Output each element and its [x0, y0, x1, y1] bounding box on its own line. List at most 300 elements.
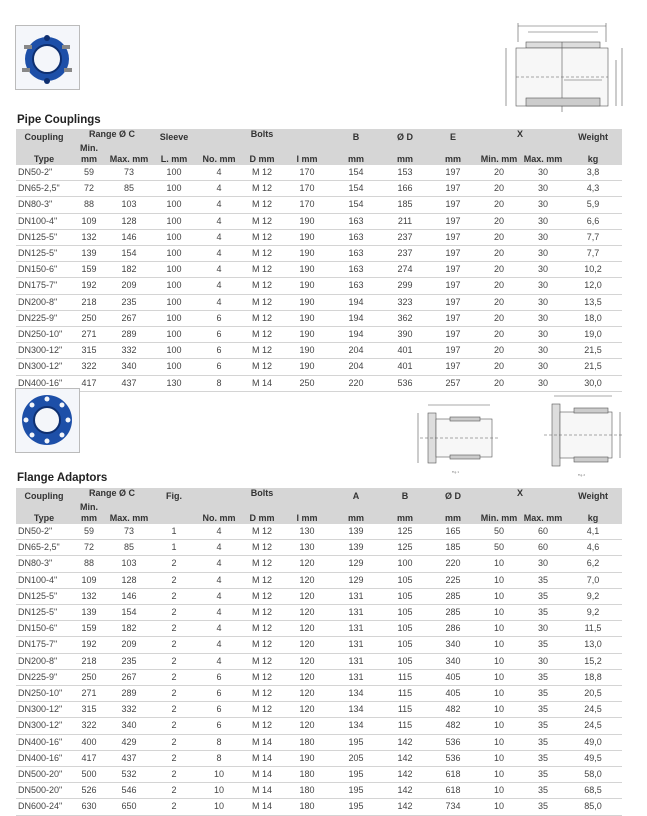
table-cell: 68,5 [564, 783, 622, 799]
table-cell: 286 [430, 621, 476, 637]
table-cell: 130 [152, 375, 196, 391]
table-cell: 10 [476, 750, 522, 766]
table-cell: 2 [152, 750, 196, 766]
table-cell: 170 [282, 165, 332, 181]
table-cell: 35 [522, 605, 564, 621]
table-cell: M 14 [242, 767, 282, 783]
table-cell: 220 [332, 375, 380, 391]
table-cell: 35 [522, 572, 564, 588]
table-row [16, 799, 622, 815]
table-cell: 10 [196, 783, 242, 799]
table-cell: 2 [152, 572, 196, 588]
table-cell: M 14 [242, 783, 282, 799]
table-cell: 4 [196, 605, 242, 621]
table-cell: 197 [430, 343, 476, 359]
table-cell: DN225-9" [16, 669, 72, 685]
table-cell: DN300-12" [16, 718, 72, 734]
table-cell: M 12 [242, 197, 282, 213]
flange-adaptors-title: Flange Adaptors [17, 472, 108, 484]
table-cell: 546 [106, 783, 152, 799]
table-cell: DN300-12" [16, 359, 72, 375]
table-cell: 129 [332, 572, 380, 588]
table-row [16, 653, 622, 669]
table-cell: DN400-16" [16, 750, 72, 766]
table-cell: 235 [106, 653, 152, 669]
table-row [16, 343, 622, 359]
table-cell: DN50-2" [16, 524, 72, 540]
table-cell: 195 [332, 783, 380, 799]
table-cell: 482 [430, 718, 476, 734]
table-cell: 332 [106, 343, 152, 359]
table-cell: 10 [476, 799, 522, 815]
table-cell: 20 [476, 327, 522, 343]
table-cell: 2 [152, 718, 196, 734]
table-cell: 100 [152, 327, 196, 343]
table-cell: 197 [430, 213, 476, 229]
table-cell: 340 [106, 718, 152, 734]
table-cell: 163 [332, 229, 380, 245]
table-cell: 35 [522, 637, 564, 653]
table-cell: 30 [522, 197, 564, 213]
table-cell: 30 [522, 278, 564, 294]
table-cell: 10,2 [564, 262, 622, 278]
col-b-unit: mm [332, 143, 380, 165]
table-cell: 18,0 [564, 310, 622, 326]
table-cell: 19,0 [564, 327, 622, 343]
table-row [16, 572, 622, 588]
table-cell: 271 [72, 686, 106, 702]
table-cell: 190 [282, 750, 332, 766]
table-cell: 197 [430, 229, 476, 245]
table-row [16, 637, 622, 653]
table-cell: 204 [332, 343, 380, 359]
table-row [16, 262, 622, 278]
table-cell: 194 [332, 327, 380, 343]
table-cell: 154 [332, 165, 380, 181]
table-cell: 401 [380, 343, 430, 359]
table-cell: DN175-7" [16, 637, 72, 653]
table-row [16, 524, 622, 540]
table-cell: 4 [196, 278, 242, 294]
table-cell: 100 [152, 197, 196, 213]
table-cell: M 12 [242, 327, 282, 343]
table-cell: M 12 [242, 524, 282, 540]
table-cell: DN500-20" [16, 783, 72, 799]
table-cell: 197 [430, 165, 476, 181]
table-cell: 180 [282, 767, 332, 783]
table-cell: 85 [106, 540, 152, 556]
table-cell: 5,9 [564, 197, 622, 213]
pipe-couplings-title: Pipe Couplings [17, 114, 101, 126]
table-cell: 225 [430, 572, 476, 588]
table-cell: M 12 [242, 572, 282, 588]
table-cell: 194 [332, 310, 380, 326]
table-row [16, 767, 622, 783]
table-cell: 10 [196, 799, 242, 815]
table-cell: 204 [332, 359, 380, 375]
table-cell: 4 [196, 229, 242, 245]
table-row [16, 540, 622, 556]
col-weight: Weight [564, 129, 622, 143]
table-cell: DN200-8" [16, 653, 72, 669]
table-cell: 405 [430, 669, 476, 685]
table-cell: 618 [430, 783, 476, 799]
table-cell: 390 [380, 327, 430, 343]
table-row [16, 327, 622, 343]
table-cell: 205 [332, 750, 380, 766]
col-a-unit: mm [332, 502, 380, 524]
table-cell: 8 [196, 734, 242, 750]
table-cell: 182 [106, 262, 152, 278]
table-cell: 7,0 [564, 572, 622, 588]
table-cell: 30 [522, 653, 564, 669]
table-cell: 142 [380, 767, 430, 783]
table-cell: 9,2 [564, 605, 622, 621]
col-od: Ø D [380, 129, 430, 143]
table-row [16, 556, 622, 572]
table-cell: 30 [522, 294, 564, 310]
table-row [16, 181, 622, 197]
table-cell: 163 [332, 278, 380, 294]
table-cell: 100 [152, 343, 196, 359]
table-cell: 4 [196, 294, 242, 310]
table-cell: 185 [380, 197, 430, 213]
table-cell: 100 [152, 229, 196, 245]
table-cell: 163 [332, 246, 380, 262]
table-cell: 105 [380, 637, 430, 653]
table-cell: 8 [196, 375, 242, 391]
table-cell: 85,0 [564, 799, 622, 815]
table-cell: 100 [152, 359, 196, 375]
table-cell: 192 [72, 637, 106, 653]
table-row [16, 718, 622, 734]
table-cell: 165 [430, 524, 476, 540]
table-cell: 400 [72, 734, 106, 750]
table-cell: 4 [196, 181, 242, 197]
table-cell: 100 [152, 246, 196, 262]
table-cell: 299 [380, 278, 430, 294]
table-cell: DN400-16" [16, 734, 72, 750]
table-cell: 30 [522, 181, 564, 197]
col-bolts: Bolts [242, 488, 282, 502]
table-cell: 139 [72, 605, 106, 621]
table-cell: 88 [72, 197, 106, 213]
table-cell: DN225-9" [16, 310, 72, 326]
table-cell: 2 [152, 556, 196, 572]
table-cell: 35 [522, 588, 564, 604]
table-cell: 30 [522, 327, 564, 343]
table-cell: DN100-4" [16, 213, 72, 229]
table-cell: 131 [332, 653, 380, 669]
table-cell: M 12 [242, 653, 282, 669]
table-cell: 274 [380, 262, 430, 278]
table-cell: 211 [380, 213, 430, 229]
col-sleeve-l: L. mm [152, 143, 196, 165]
table-cell: 154 [106, 246, 152, 262]
table-cell: 2 [152, 702, 196, 718]
table-cell: 536 [380, 375, 430, 391]
table-row [16, 310, 622, 326]
table-cell: 72 [72, 540, 106, 556]
table-cell: 482 [430, 702, 476, 718]
table-cell: DN150-6" [16, 262, 72, 278]
table-cell: 10 [476, 556, 522, 572]
table-cell: 120 [282, 702, 332, 718]
table-row [16, 783, 622, 799]
table-cell: 190 [282, 278, 332, 294]
table-cell: 131 [332, 621, 380, 637]
table-cell: 4 [196, 556, 242, 572]
table-cell: 100 [152, 310, 196, 326]
table-cell: 142 [380, 799, 430, 815]
table-cell: 100 [152, 213, 196, 229]
col-range: Range Ø C [72, 488, 152, 502]
col-xmax: Max. mm [522, 143, 564, 165]
table-cell: 115 [380, 718, 430, 734]
table-cell: 10 [476, 621, 522, 637]
table-cell: 159 [72, 621, 106, 637]
table-cell: 30 [522, 165, 564, 181]
table-cell: 2 [152, 637, 196, 653]
table-cell: 120 [282, 686, 332, 702]
table-cell: 20 [476, 343, 522, 359]
table-cell: 4,3 [564, 181, 622, 197]
table-cell: 132 [72, 588, 106, 604]
table-row [16, 702, 622, 718]
col-bolt-d: D mm [242, 143, 282, 165]
table-cell: 105 [380, 605, 430, 621]
table-cell: 30,0 [564, 375, 622, 391]
table-cell: DN125-5" [16, 229, 72, 245]
table-row [16, 165, 622, 181]
table-cell: DN400-16" [16, 375, 72, 391]
table-cell: 2 [152, 799, 196, 815]
table-cell: M 12 [242, 588, 282, 604]
table-cell: 12,0 [564, 278, 622, 294]
table-cell: M 12 [242, 621, 282, 637]
table-cell: DN250-10" [16, 686, 72, 702]
table-cell: M 14 [242, 750, 282, 766]
table-row [16, 686, 622, 702]
table-cell: 197 [430, 359, 476, 375]
col-min: Min. mm [72, 502, 106, 524]
flange-adaptor-drawing-fig1 [410, 395, 510, 475]
col-e-unit: mm [430, 143, 476, 165]
table-cell: 8 [196, 750, 242, 766]
col-fig: Fig. [152, 488, 196, 502]
table-cell: 100 [152, 165, 196, 181]
table-cell: 285 [430, 588, 476, 604]
table-cell: M 12 [242, 181, 282, 197]
table-cell: 195 [332, 767, 380, 783]
table-cell: 4 [196, 165, 242, 181]
table-cell: 59 [72, 165, 106, 181]
table-cell: 105 [380, 572, 430, 588]
table-cell: 315 [72, 343, 106, 359]
table-cell: 2 [152, 669, 196, 685]
table-cell: 322 [72, 718, 106, 734]
col-b: B [332, 129, 380, 143]
table-row [16, 359, 622, 375]
col-xmin: Min. mm [476, 143, 522, 165]
table-cell: 88 [72, 556, 106, 572]
table-cell: 159 [72, 262, 106, 278]
table-cell: M 12 [242, 294, 282, 310]
table-cell: 197 [430, 294, 476, 310]
table-cell: 20 [476, 310, 522, 326]
table-cell: 35 [522, 750, 564, 766]
table-cell: 35 [522, 669, 564, 685]
table-cell: M 12 [242, 718, 282, 734]
table-cell: 323 [380, 294, 430, 310]
col-x: X [476, 129, 564, 143]
table-cell: 120 [282, 669, 332, 685]
table-cell: 35 [522, 783, 564, 799]
table-row [16, 669, 622, 685]
table-cell: 146 [106, 588, 152, 604]
table-cell: DN300-12" [16, 702, 72, 718]
table-row [16, 375, 622, 391]
flange-adaptor-drawing-fig2 [540, 388, 630, 478]
table-cell: 139 [332, 540, 380, 556]
table-cell: 120 [282, 572, 332, 588]
table-cell: 197 [430, 327, 476, 343]
table-cell: 257 [430, 375, 476, 391]
table-row [16, 294, 622, 310]
table-cell: 526 [72, 783, 106, 799]
table-cell: 35 [522, 702, 564, 718]
table-cell: 24,5 [564, 702, 622, 718]
table-cell: 105 [380, 621, 430, 637]
table-row [16, 621, 622, 637]
table-cell: 20 [476, 375, 522, 391]
table-cell: DN80-3" [16, 197, 72, 213]
col-no: No. mm [196, 502, 242, 524]
table-cell: 271 [72, 327, 106, 343]
table-cell: 20 [476, 165, 522, 181]
table-cell: 20 [476, 359, 522, 375]
table-cell: DN80-3" [16, 556, 72, 572]
table-cell: 197 [430, 310, 476, 326]
table-cell: 235 [106, 294, 152, 310]
table-cell: 2 [152, 783, 196, 799]
table-cell: 120 [282, 718, 332, 734]
table-cell: 100 [380, 556, 430, 572]
col-xmin: Min. mm [476, 502, 522, 524]
table-cell: 170 [282, 181, 332, 197]
table-cell: 190 [282, 229, 332, 245]
table-cell: 142 [380, 783, 430, 799]
table-cell: 7,7 [564, 246, 622, 262]
table-row [16, 246, 622, 262]
table-cell: 58,0 [564, 767, 622, 783]
pipe-couplings-table [16, 129, 622, 392]
col-bolts: Bolts [242, 129, 282, 143]
table-cell: 6 [196, 669, 242, 685]
table-cell: M 12 [242, 246, 282, 262]
col-xmax: Max. mm [522, 502, 564, 524]
table-cell: 340 [430, 637, 476, 653]
table-cell: 21,5 [564, 343, 622, 359]
table-cell: 163 [332, 262, 380, 278]
table-cell: 285 [430, 605, 476, 621]
table-cell: 194 [332, 294, 380, 310]
table-cell: 197 [430, 181, 476, 197]
table-cell: 20 [476, 294, 522, 310]
table-cell: 630 [72, 799, 106, 815]
table-cell: 20 [476, 262, 522, 278]
col-bolt-d: D mm [242, 502, 282, 524]
table-cell: 30 [522, 343, 564, 359]
table-cell: 237 [380, 246, 430, 262]
table-cell: M 12 [242, 702, 282, 718]
table-cell: 180 [282, 799, 332, 815]
table-cell: 536 [430, 734, 476, 750]
table-cell: 30 [522, 262, 564, 278]
col-weight-unit: kg [564, 143, 622, 165]
table-cell: 218 [72, 653, 106, 669]
table-cell: 10 [476, 686, 522, 702]
table-cell: 103 [106, 556, 152, 572]
table-cell: 154 [332, 197, 380, 213]
table-cell: 30 [522, 213, 564, 229]
table-cell: DN125-5" [16, 246, 72, 262]
table-cell: 35 [522, 799, 564, 815]
table-cell: 30 [522, 359, 564, 375]
table-cell: 197 [430, 262, 476, 278]
table-cell: 10 [476, 702, 522, 718]
table-cell: DN250-10" [16, 327, 72, 343]
table-cell: 289 [106, 686, 152, 702]
pipe-coupling-drawing [498, 20, 628, 115]
table-cell: 128 [106, 572, 152, 588]
table-cell: 195 [332, 734, 380, 750]
table-cell: 322 [72, 359, 106, 375]
col-od-unit: mm [380, 143, 430, 165]
table-cell: 120 [282, 588, 332, 604]
table-cell: 73 [106, 524, 152, 540]
table-cell: 13,5 [564, 294, 622, 310]
table-cell: 153 [380, 165, 430, 181]
table-cell: 6 [196, 359, 242, 375]
table-cell: 429 [106, 734, 152, 750]
table-cell: 362 [380, 310, 430, 326]
table-cell: 4 [196, 213, 242, 229]
col-weight-unit: kg [564, 502, 622, 524]
table-cell: 6 [196, 702, 242, 718]
table-cell: 59 [72, 524, 106, 540]
col-od: Ø D [430, 488, 476, 502]
table-cell: M 14 [242, 734, 282, 750]
table-cell: 417 [72, 375, 106, 391]
table-cell: 2 [152, 621, 196, 637]
table-cell: 332 [106, 702, 152, 718]
table-cell: 182 [106, 621, 152, 637]
table-cell: 618 [430, 767, 476, 783]
table-cell: 4 [196, 197, 242, 213]
table-cell: 197 [430, 246, 476, 262]
table-cell: 131 [332, 637, 380, 653]
table-cell: 163 [332, 213, 380, 229]
table-cell: 405 [430, 686, 476, 702]
table-cell: 120 [282, 637, 332, 653]
table-cell: 20,5 [564, 686, 622, 702]
table-cell: 267 [106, 669, 152, 685]
table-cell: M 12 [242, 310, 282, 326]
table-cell: 4,6 [564, 540, 622, 556]
table-cell: 10 [476, 588, 522, 604]
table-cell: DN65-2,5" [16, 181, 72, 197]
